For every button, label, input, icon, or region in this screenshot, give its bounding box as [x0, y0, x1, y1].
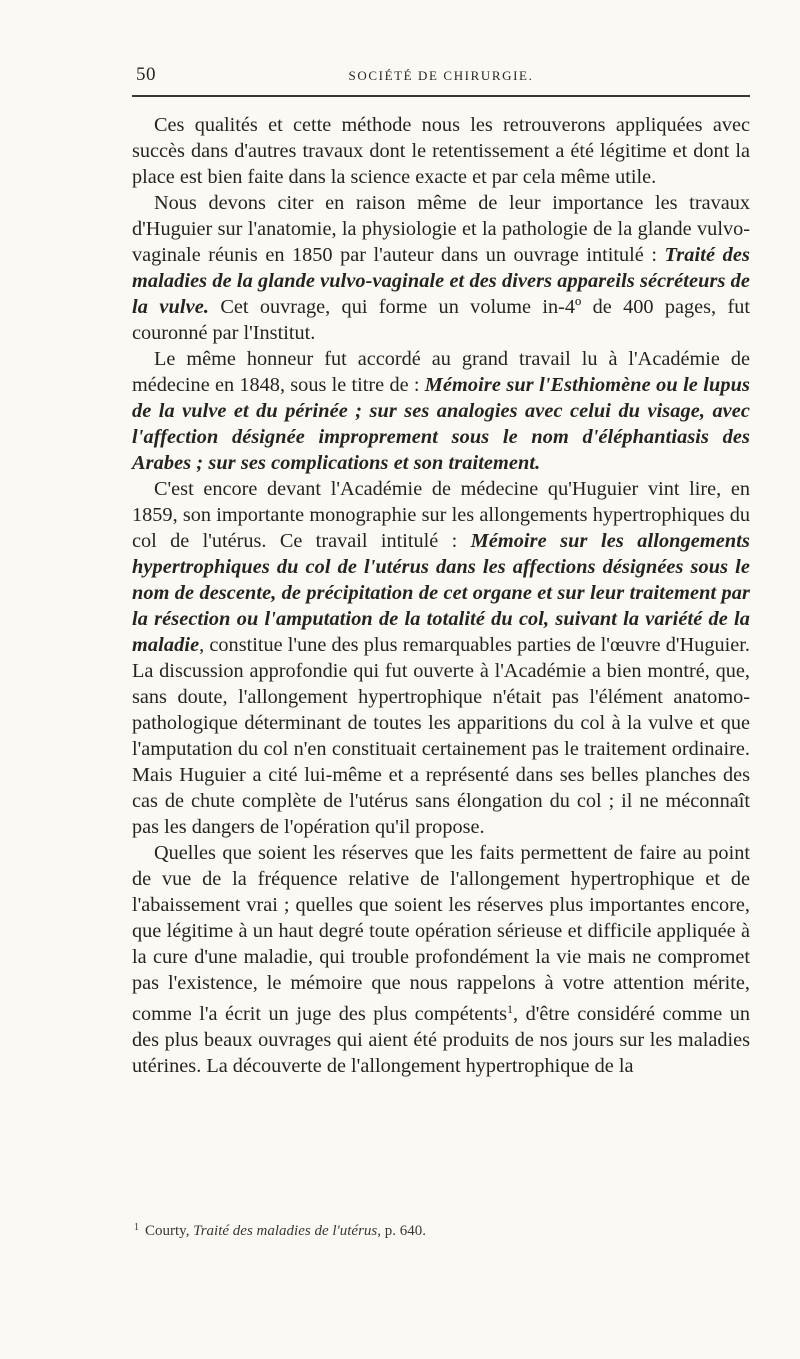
footnote-reference: 1	[507, 1002, 513, 1016]
text-run: Quelles que soient les réserves que les faits permettent de faire au point de vue de la fréquence relative de l'allongement hypertrophique et de l'abaissement vrai ; quelles que soient les réserves plus importantes encore, que légitime à un haut degré toute opération sérieuse et difficile appliquée à la cure d'une maladie, qui trouble profondément la vie mais ne compromet pas l'existence, le mémoire que nous rappelons à votre attention mérite, comme l'a écrit un juge des plus compétents	[132, 842, 750, 1025]
text-run: , d'être considéré comme un des plus beaux ouvrages qui aient été produits de nos jours sur les maladies utérines. La découverte de l'allongement hypertrophique de la	[132, 1003, 750, 1077]
text-run: Ces qualités et cette méthode nous les retrouverons appliquées avec succès dans d'autres travaux dont le retentissement a été légitime et dont la place est bien faite dans la science exacte et par cela même utile.	[132, 114, 750, 188]
running-title: SOCIÉTÉ DE CHIRURGIE.	[348, 68, 534, 83]
text-run: Nous devons citer en raison même de leur importance les travaux d'Huguier sur l'anatomie, la physiologie et la pathologie de la glande vulvo-vaginale réunis en 1850 par l'auteur dans un ouvrage intitulé :	[132, 192, 750, 266]
italic-title: Mémoire sur les allongements hypertrophiques du col de l'utérus dans les affections désignées sous le nom de descente, de précipitation de cet organe et sur leur traitement par la résection ou l'amputation de la totalité du col, suivant la variété de la maladie	[132, 530, 750, 656]
italic-title: Mémoire sur l'Esthiomène ou le lupus de la vulve et du périnée ; sur ses analogies avec celui du visage, avec l'affection désignée improprement sous le nom d'éléphantiasis des Arabes ; sur ses complications et son traitement.	[132, 374, 750, 474]
footnote-pages: , p. 640.	[377, 1223, 426, 1239]
paragraph	[132, 840, 750, 1079]
footnote-title: Traité des maladies de l'utérus	[193, 1223, 378, 1239]
footnote-area	[132, 1218, 750, 1241]
paragraph	[132, 112, 750, 190]
paragraph	[132, 190, 750, 346]
italic-title: Traité des maladies de la glande vulvo-vaginale et des divers appareils sécréteurs de la vulve.	[132, 244, 751, 318]
paragraph	[132, 476, 750, 840]
page-header	[132, 60, 750, 90]
text-run: , constitue l'une des plus remarquables parties de l'œuvre d'Huguier. La discussion approfondie qui fut ouverte à l'Académie a bien montré, que, sans doute, l'allongement hypertrophique n'était pas l'élément anatomo-pathologique déterminant de toutes les apparitions du col à la vulve et que l'amputation du col n'en constituait certainement pas le traitement ordinaire. Mais Huguier a cité lui-même et a représenté dans ses belles planches des cas de chute complète de l'utérus sans élongation du col ; il ne méconnaît pas les dangers de l'opération qu'il propose.	[132, 634, 750, 838]
page-number: 50	[136, 64, 156, 85]
text-run: C'est encore devant l'Académie de médecine qu'Huguier vint lire, en 1859, son importante monographie sur les allongements hypertrophiques du col de l'utérus. Ce travail intitulé :	[132, 478, 750, 552]
header-rule	[132, 95, 750, 97]
paragraph	[132, 346, 750, 476]
body-text	[132, 112, 750, 1079]
text-run: Cet ouvrage, qui forme un volume in-4º de 400 pages, fut couronné par l'Institut.	[132, 296, 750, 344]
footnote	[132, 1218, 750, 1241]
footnote-mark: 1	[134, 1222, 139, 1233]
text-run: Le même honneur fut accordé au grand travail lu à l'Académie de médecine en 1848, sous le titre de :	[132, 348, 750, 396]
footnote-author: Courty,	[145, 1223, 194, 1239]
